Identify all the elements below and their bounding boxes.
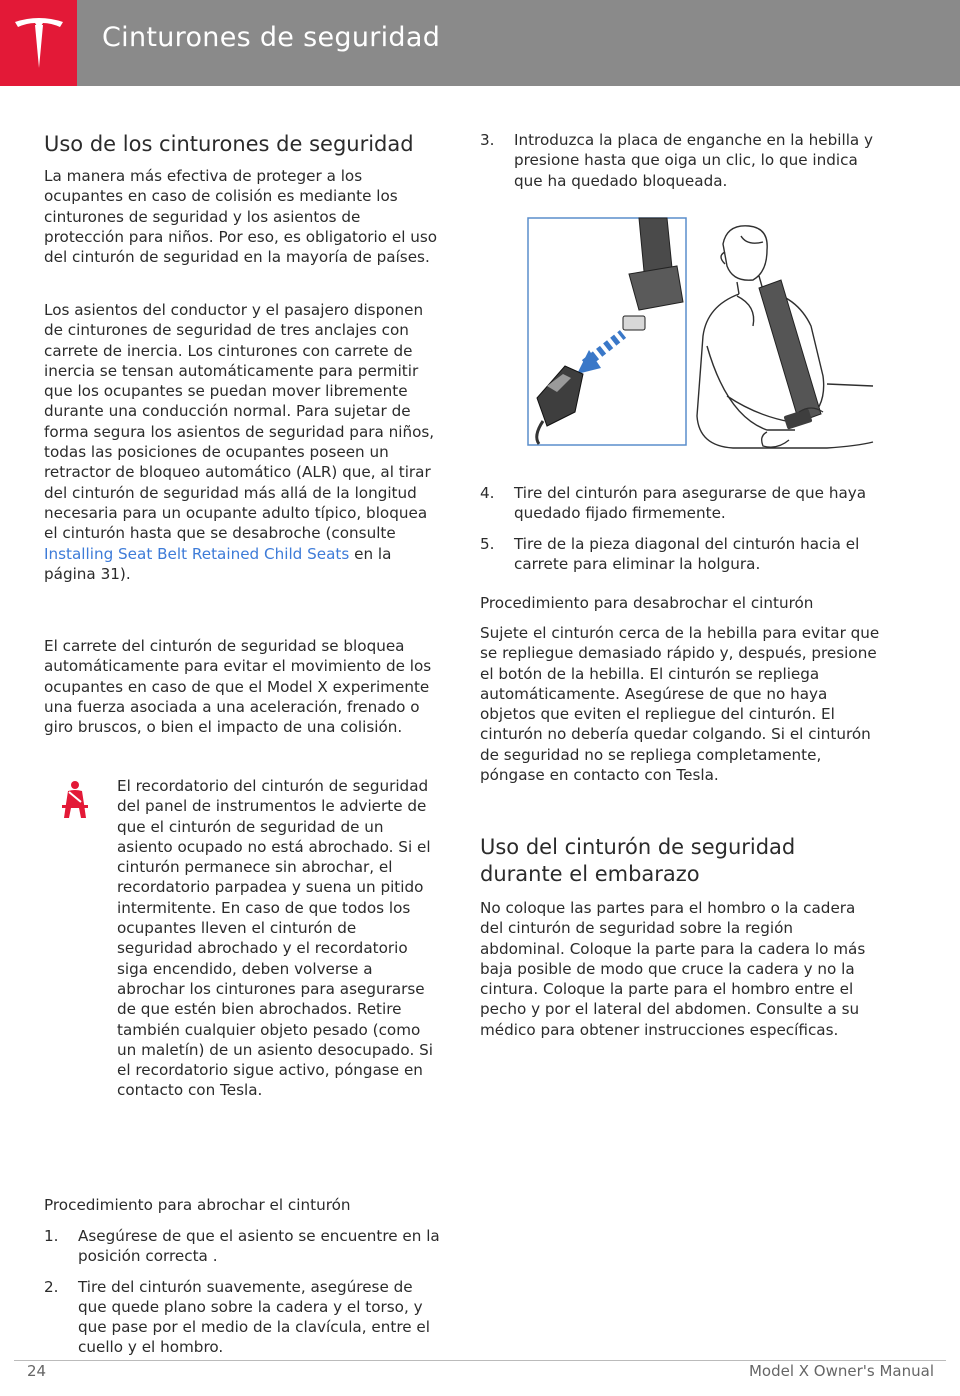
step-text: Tire de la pieza diagonal del cinturón hacia el carrete para eliminar la holgura. [514, 534, 860, 573]
page-header [0, 0, 960, 86]
step-number: 5. [480, 534, 495, 553]
child-seats-link[interactable]: Installing Seat Belt Retained Child Seats [44, 544, 350, 563]
list-item [44, 1277, 440, 1358]
unfasten-procedure-heading: Procedimiento para desabrochar el cinturón [480, 594, 814, 612]
step-number: 1. [44, 1227, 59, 1245]
fasten-procedure-heading: Procedimiento para abrochar el cinturón [44, 1196, 351, 1214]
unfasten-procedure-text: Sujete el cinturón cerca de la hebilla para evitar que se repliegue demasiado rápido y, después, presione el botón de la hebilla. El cinturón se repliega automáticamente. Asegúrese de que no haya objetos que eviten el repliegue del cinturón. El cinturón no debería quedar colgando. Si el cinturón de seguridad no se repliega completamente, póngase en contacto con Tesla. [480, 624, 880, 785]
paragraph-locking: El carrete del cinturón de seguridad se bloquea automáticamente para evitar el movimiento de los ocupantes en caso de que el Model X experimente una fuerza asociada a una aceleración, frenado o giro bruscos, o bien el impacto de una colisión. [44, 637, 432, 737]
fasten-steps-final [480, 483, 880, 574]
step-text: Tire del cinturón suavemente, asegúrese de que quede plano sobre la cadera y el torso, y que pase por el medio de la clavícula, entre el cuello y el hombro. [78, 1277, 430, 1357]
fasten-steps-list [44, 1226, 440, 1358]
list-item [480, 534, 880, 575]
list-item [480, 130, 880, 191]
seatbelt-buckle-illustration [527, 216, 875, 478]
list-item [480, 483, 880, 524]
tesla-logo-icon [13, 16, 65, 70]
page-title: Cinturones de seguridad [102, 22, 441, 53]
section-heading-pregnancy: Uso del cinturón de seguridad durante el embarazo [480, 835, 796, 886]
paragraph-intro: La manera más efectiva de proteger a los ocupantes en caso de colisión es mediante los cinturones de seguridad y los asientos de protección para niños. Por eso, es obligatorio el uso del cinturón de seguridad en la mayoría de países. [44, 167, 438, 267]
fasten-steps-continued [480, 130, 880, 191]
section-heading-usage: Uso de los cinturones de seguridad [44, 132, 414, 156]
paragraph-retractor-page-ref: en la página 31). [44, 544, 392, 583]
seatbelt-reminder-note: El recordatorio del cinturón de seguridad del panel de instrumentos le advierte de que el cinturón de seguridad de un asiento ocupado no está abrochado. Si el cinturón permanece sin abrochar, el recordatorio parpadea y suena un pitido intermitente. En caso de que todos los ocupantes lleven el cinturón de seguridad abrochado y el recordatorio siga encendido, deben volverse a abrochar los cinturones para asegurarse de que estén bien abrochados. Retire también cualquier objeto pesado (como un maletín) de un asiento desocupado. Si el recordatorio sigue activo, póngase en contacto con Tesla. [117, 777, 433, 1100]
page-number: 24 [27, 1362, 47, 1380]
paragraph-retractor-text: Los asientos del conductor y el pasajero disponen de cinturones de seguridad de tres anclajes con carrete de inercia. Los cinturones con carrete de inercia se tensan automáticamente para permitir que los ocupantes se puedan mover libremente durante una conducción normal. Para sujetar de forma segura los asientos de seguridad para niños, todas las posiciones de ocupantes poseen un retractor de bloqueo automático (ALR) que, al tirar del cinturón de seguridad más allá de la longitud necesaria para un ocupante adulto típico, bloquea el cinturón hasta que se desabroche (consulte [44, 301, 435, 543]
manual-title: Model X Owner's Manual [748, 1362, 934, 1380]
list-item [44, 1226, 440, 1267]
step-number: 4. [480, 484, 495, 502]
step-number: 3. [480, 131, 495, 149]
footer-divider [14, 1360, 946, 1361]
brand-logo-box [0, 0, 77, 86]
paragraph-retractor [44, 300, 440, 584]
step-text: Tire del cinturón para asegurarse de que haya quedado fijado firmemente. [514, 484, 867, 523]
step-number: 2. [44, 1277, 59, 1296]
pregnancy-text: No coloque las partes para el hombro o la cadera del cinturón de seguridad sobre la región abdominal. Coloque la parte para la cadera lo más baja posible de modo que cruce la cadera y no la cintura. Coloque la parte para el hombro entre el pecho y por el lateral del abdomen. Consulte a su médico para obtener instrucciones específicas. [480, 899, 866, 1039]
step-text: Introduzca la placa de enganche en la hebilla y presione hasta que oiga un clic, lo que indica que ha quedado bloqueada. [514, 131, 874, 190]
seatbelt-warning-icon [60, 780, 90, 820]
step-text: Asegúrese de que el asiento se encuentre en la posición correcta . [78, 1227, 440, 1266]
